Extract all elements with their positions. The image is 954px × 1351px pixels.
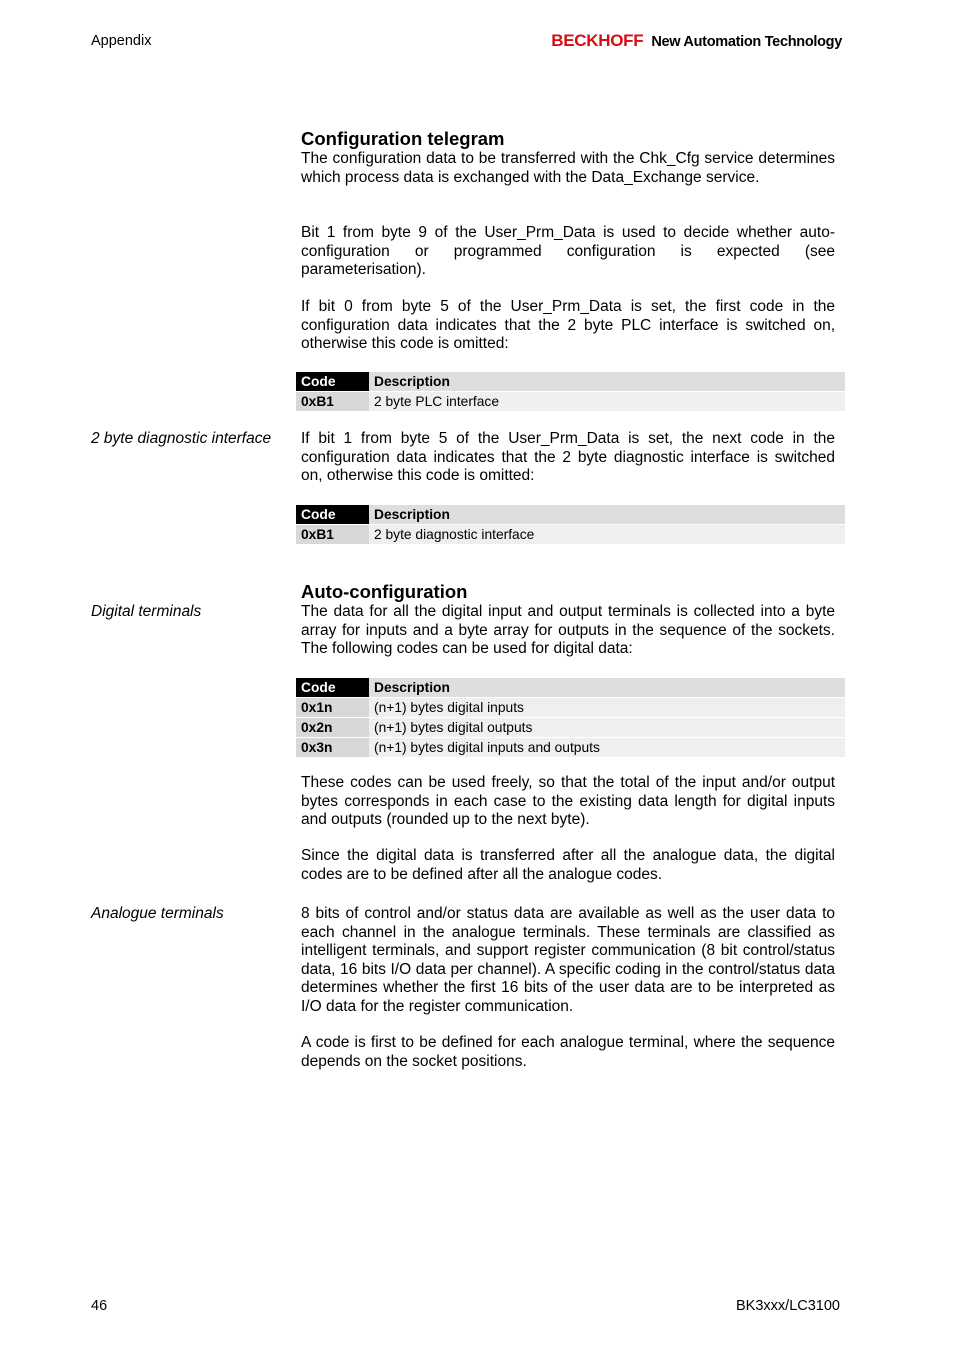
diagnostic-code-table (296, 505, 845, 544)
column-header-description: Description (369, 372, 845, 392)
description-cell: (n+1) bytes digital inputs (369, 698, 845, 718)
auto-paragraph-2: These codes can be used freely, so that the total of the input and/or output bytes corresponds in each case to the existing data length for digital inputs and outputs (rounded up to the next byte). (301, 774, 835, 828)
page-number: 46 (91, 1298, 108, 1314)
header-logo (551, 31, 842, 51)
document-id: BK3xxx/LC3100 (736, 1298, 840, 1314)
code-cell: 0xB1 (296, 525, 369, 545)
table-row (296, 718, 845, 738)
table-header-row (296, 505, 845, 525)
brand-logo: BECKHOFF (551, 31, 644, 50)
table-row (296, 525, 845, 545)
code-cell: 0x2n (296, 718, 369, 738)
description-cell: (n+1) bytes digital inputs and outputs (369, 738, 845, 758)
code-cell: 0x1n (296, 698, 369, 718)
auto-paragraph-1: The data for all the digital input and output terminals is collected into a byte array for inputs and a byte array for outputs in the sequence of the sockets. The following codes can be used for digital data: (301, 603, 835, 657)
digital-code-table (296, 678, 845, 757)
table-row (296, 392, 845, 412)
column-header-description: Description (369, 505, 845, 525)
config-heading: Configuration telegram (301, 128, 505, 149)
config-paragraph-3: If bit 0 from byte 5 of the User_Prm_Data is set, the first code in the configuration data indicates that the 2 byte PLC interface is switched on, otherwise this code is omitted: (301, 298, 835, 352)
auto-heading: Auto-configuration (301, 581, 468, 602)
auto-paragraph-3: Since the digital data is transferred after all the analogue data, the digital codes are to be defined after all the analogue codes. (301, 847, 835, 883)
side-label-digital: Digital terminals (91, 603, 202, 620)
table-header-row (296, 372, 845, 392)
column-header-description: Description (369, 678, 845, 698)
code-cell: 0x3n (296, 738, 369, 758)
auto-paragraph-4: 8 bits of control and/or status data are available as well as the user data to each channel in the analogue terminals. These terminals are classified as intelligent terminals, and support register communication (8 bit control/status data, 16 bits I/O data per channel). A specific coding in the control/status data determines whether the first 16 bits of the user data are to be interpreted as I/O data for the register communication. (301, 905, 835, 1015)
side-label-diagnostic: 2 byte diagnostic interface (91, 430, 272, 447)
config-paragraph-2: Bit 1 from byte 9 of the User_Prm_Data is used to decide whether auto-configuration or programmed configuration is expected (see parameterisation). (301, 224, 835, 278)
plc-code-table (296, 372, 845, 411)
auto-paragraph-5: A code is first to be defined for each analogue terminal, where the sequence depends on the socket positions. (301, 1034, 835, 1070)
table-row (296, 738, 845, 758)
description-cell: 2 byte diagnostic interface (369, 525, 845, 545)
description-cell: (n+1) bytes digital outputs (369, 718, 845, 738)
column-header-code: Code (296, 505, 369, 525)
column-header-code: Code (296, 372, 369, 392)
description-cell: 2 byte PLC interface (369, 392, 845, 412)
code-cell: 0xB1 (296, 392, 369, 412)
brand-tagline: New Automation Technology (651, 34, 842, 50)
side-label-analogue: Analogue terminals (91, 905, 224, 922)
header-section-label: Appendix (91, 33, 152, 49)
table-header-row (296, 678, 845, 698)
config-paragraph-1: The configuration data to be transferred with the Chk_Cfg service determines which process data is exchanged with the Data_Exchange service. (301, 150, 835, 186)
column-header-code: Code (296, 678, 369, 698)
table-row (296, 698, 845, 718)
config-paragraph-4: If bit 1 from byte 5 of the User_Prm_Data is set, the next code in the configuration data indicates that the 2 byte diagnostic interface is switched on, otherwise this code is omitted: (301, 430, 835, 484)
